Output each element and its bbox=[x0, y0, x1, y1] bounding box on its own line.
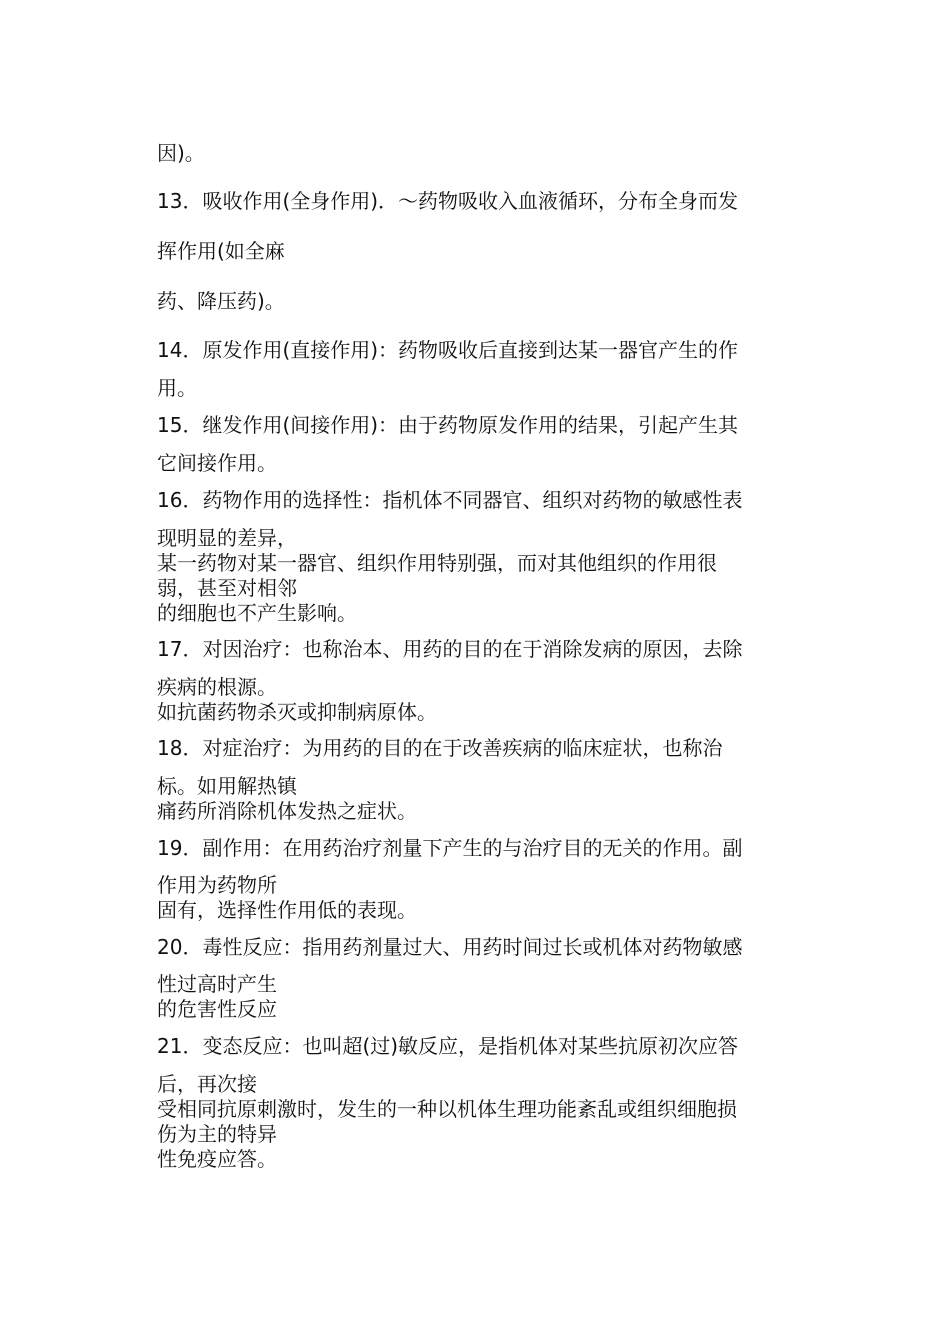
text-line: 21．变态反应：也叫超(过)敏反应，是指机体对某些抗原初次应答 bbox=[157, 1034, 739, 1058]
text-line: 伤为主的特异 bbox=[157, 1122, 277, 1146]
text-line: 20．毒性反应：指用药剂量过大、用药时间过长或机体对药物敏感 bbox=[157, 935, 743, 959]
text-line: 挥作用(如全麻 bbox=[157, 239, 285, 263]
text-line: 13．吸收作用(全身作用)．～药物吸收入血液循环，分布全身而发 bbox=[157, 189, 739, 213]
text-line: 某一药物对某一器官、组织作用特别强，而对其他组织的作用很 bbox=[157, 551, 717, 575]
text-line: 用。 bbox=[157, 376, 197, 400]
text-line: 受相同抗原刺激时，发生的一种以机体生理功能紊乱或组织细胞损 bbox=[157, 1097, 737, 1121]
text-line: 16．药物作用的选择性：指机体不同器官、组织对药物的敏感性表 bbox=[157, 488, 743, 512]
text-line: 固有，选择性作用低的表现。 bbox=[157, 898, 417, 922]
text-line: 如抗菌药物杀灭或抑制病原体。 bbox=[157, 700, 437, 724]
text-line: 19．副作用：在用药治疗剂量下产生的与治疗目的无关的作用。副 bbox=[157, 836, 743, 860]
text-line: 性免疫应答。 bbox=[157, 1147, 277, 1171]
text-line: 疾病的根源。 bbox=[157, 675, 277, 699]
text-line: 作用为药物所 bbox=[157, 873, 277, 897]
text-line: 弱，甚至对相邻 bbox=[157, 576, 297, 600]
text-line: 的危害性反应 bbox=[157, 997, 277, 1021]
text-line: 它间接作用。 bbox=[157, 451, 277, 475]
text-line: 的细胞也不产生影响。 bbox=[157, 601, 357, 625]
text-line: 18．对症治疗：为用药的目的在于改善疾病的临床症状，也称治 bbox=[157, 736, 723, 760]
text-line: 性过高时产生 bbox=[157, 972, 277, 996]
text-line: 因)。 bbox=[157, 141, 205, 165]
text-line: 后，再次接 bbox=[157, 1072, 257, 1096]
text-line: 现明显的差异， bbox=[157, 526, 297, 550]
text-line: 药、降压药)。 bbox=[157, 289, 285, 313]
text-line: 15．继发作用(间接作用)：由于药物原发作用的结果，引起产生其 bbox=[157, 413, 739, 437]
text-line: 痛药所消除机体发热之症状。 bbox=[157, 799, 417, 823]
text-line: 17．对因治疗：也称治本、用药的目的在于消除发病的原因，去除 bbox=[157, 637, 743, 661]
text-line: 14．原发作用(直接作用)：药物吸收后直接到达某一器官产生的作 bbox=[157, 338, 739, 362]
text-line: 标。如用解热镇 bbox=[157, 774, 297, 798]
